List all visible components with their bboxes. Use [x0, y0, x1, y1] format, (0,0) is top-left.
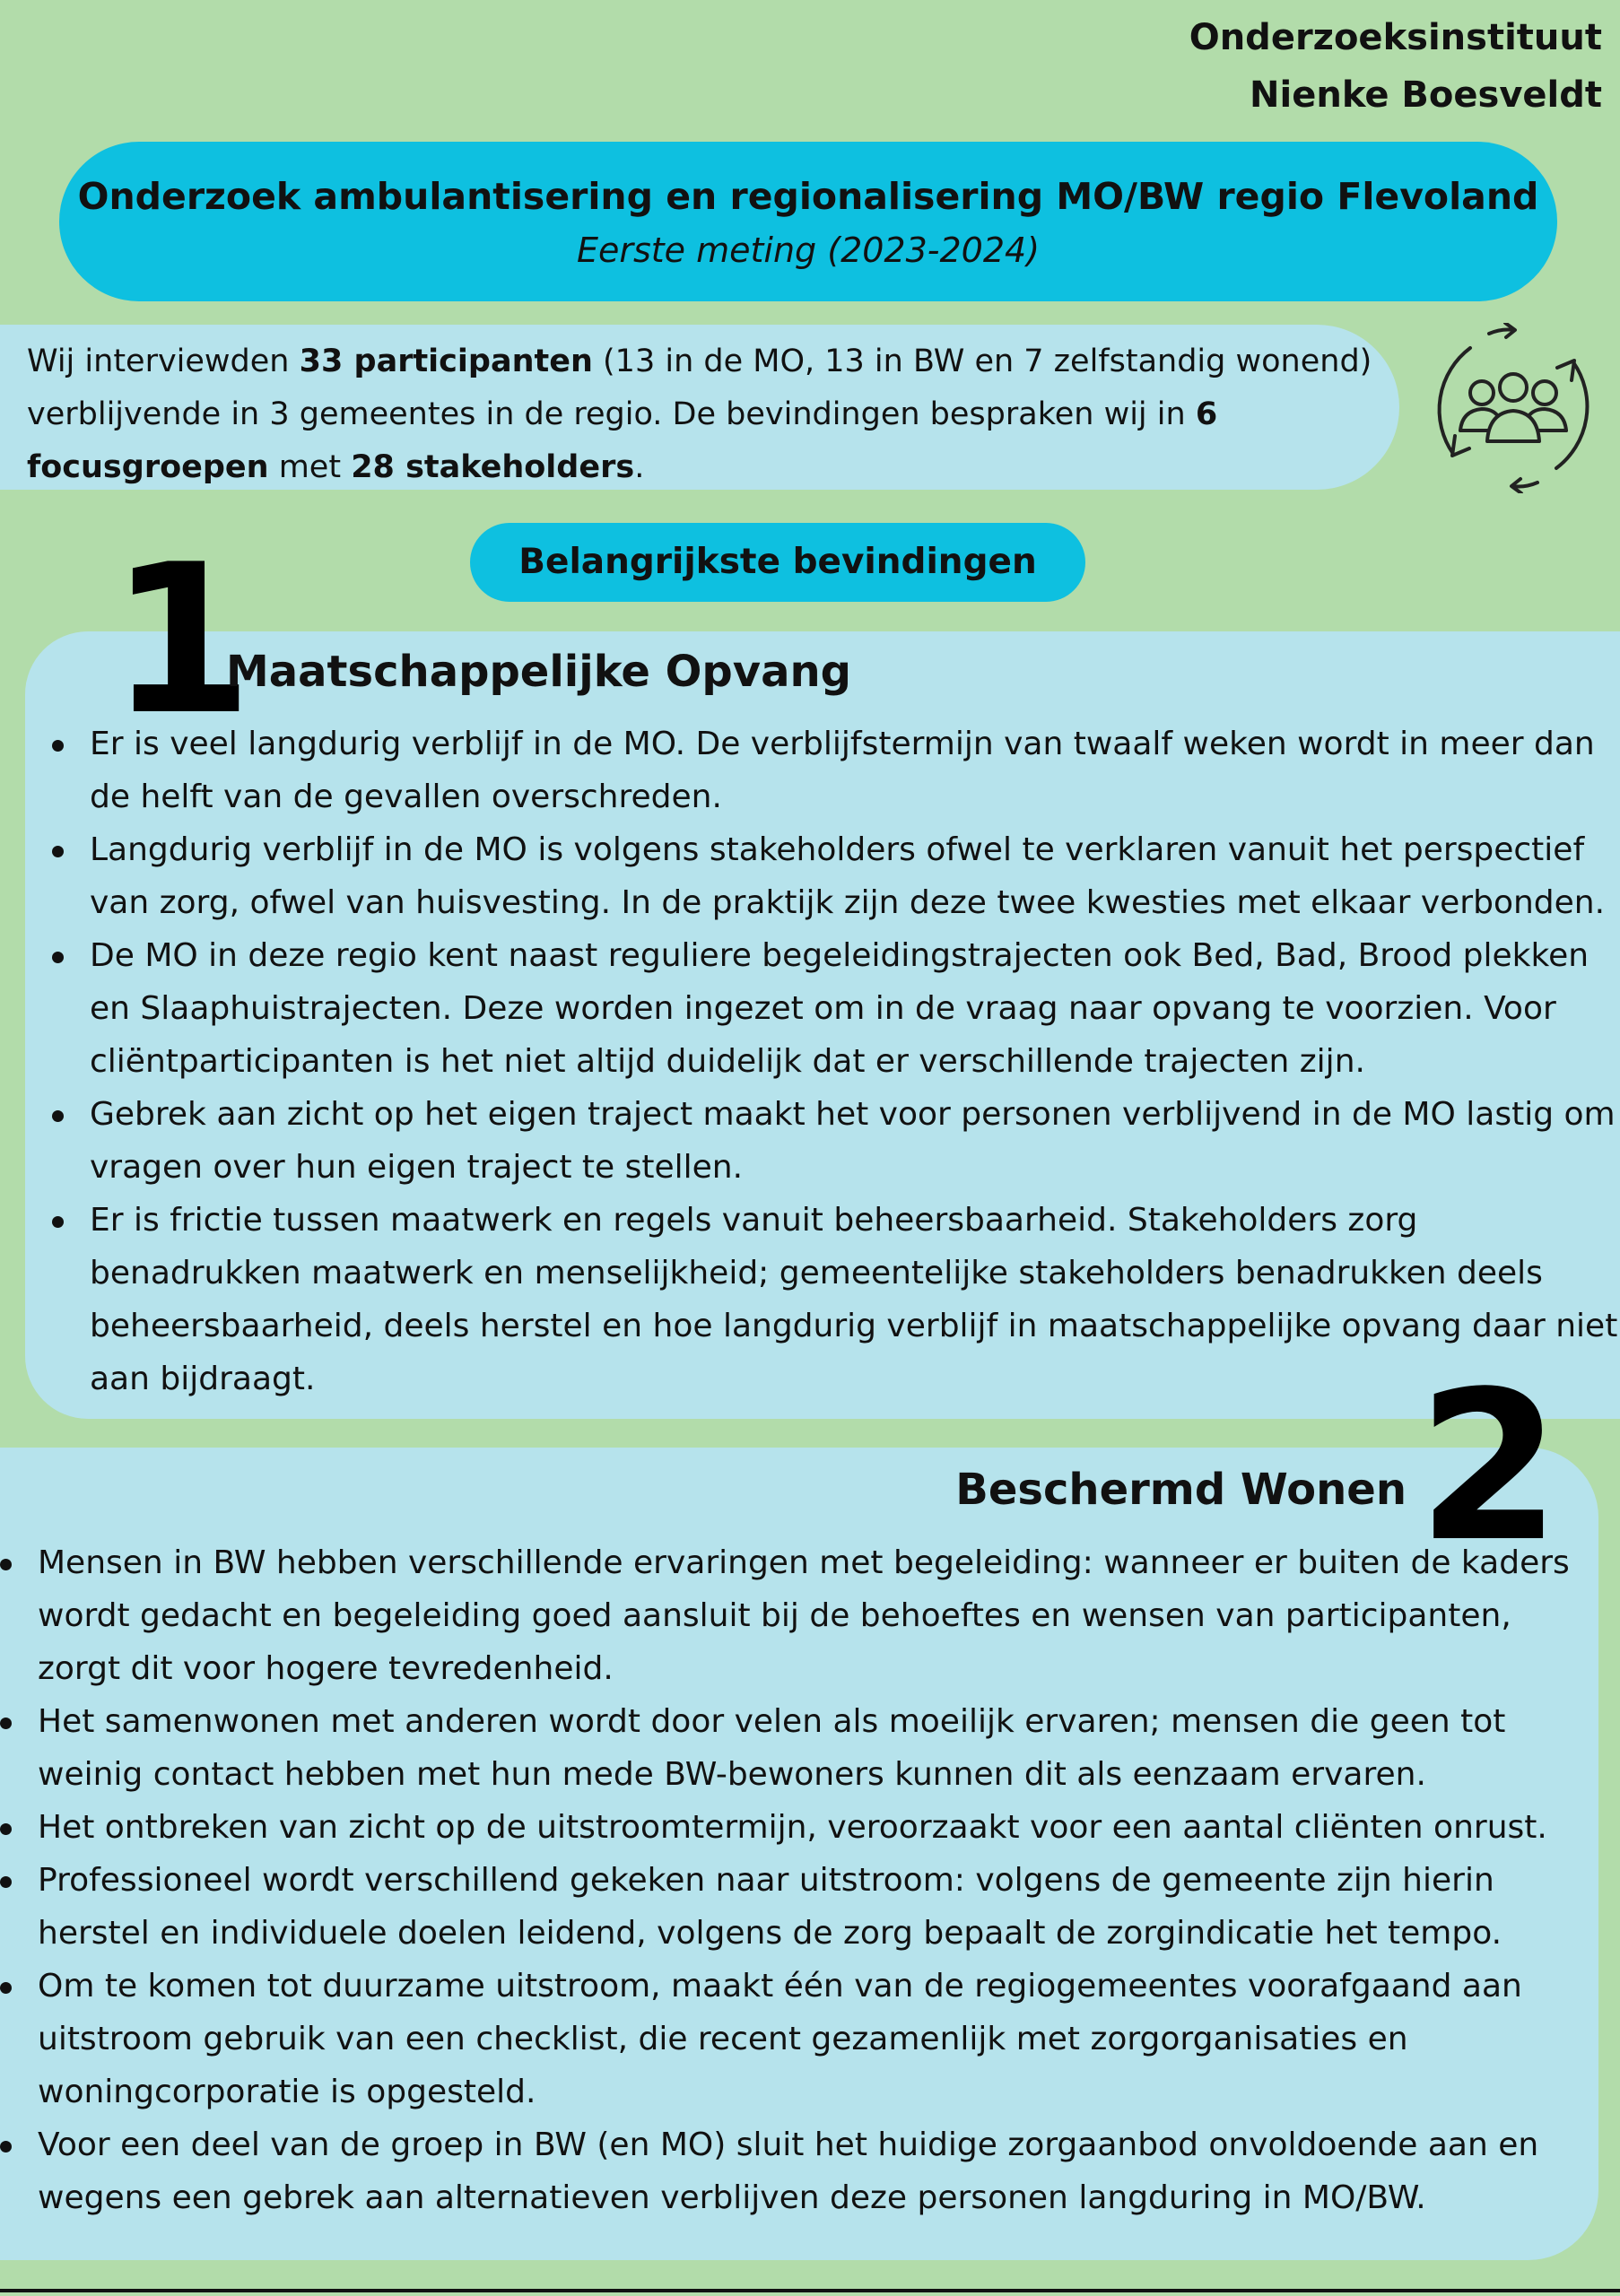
list-item: Professioneel wordt verschillend gekeken naar uitstroom: volgens de gemeente zijn hierin herstel en individuele doelen leidend, volgens de zorg bepaalt de zorgindicatie het tempo.	[0, 1854, 1588, 1960]
page-title: Onderzoek ambulantisering en regionalisering MO/BW regio Flevoland	[77, 175, 1539, 218]
section-2-heading: Beschermd Wonen	[955, 1465, 1407, 1515]
intro-text-1: Wij interviewden	[27, 344, 300, 379]
bottom-divider	[0, 2289, 1620, 2292]
institute-line-2: Nienke Boesveldt	[1250, 74, 1602, 116]
list-item: Er is veel langdurig verblijf in de MO. De verblijfstermijn van twaalf weken wordt in meer dan de helft van de gevallen overschreden.	[25, 718, 1620, 823]
list-item: Om te komen tot duurzame uitstroom, maakt één van de regiogemeentes voorafgaand aan uitstroom gebruik van een checklist, die recent gezamenlijk met zorgorganisaties en woningcorporatie is opgesteld.	[0, 1960, 1588, 2118]
section-1-number: 1	[109, 521, 254, 761]
institute-line-1: Onderzoeksinstituut	[1189, 17, 1602, 58]
key-findings-label: Belangrijkste bevindingen	[470, 523, 1085, 602]
list-item: Gebrek aan zicht op het eigen traject maakt het voor personen verblijvend in de MO lastig om vragen over hun eigen traject te stellen.	[25, 1088, 1620, 1194]
list-item: Langdurig verblijf in de MO is volgens stakeholders ofwel te verklaren vanuit het perspectief van zorg, ofwel van huisvesting. In de praktijk zijn deze twee kwesties met elkaar verbonden.	[25, 823, 1620, 929]
intro-bold-stakeholders: 28 stakeholders	[351, 449, 635, 485]
list-item: Het ontbreken van zicht op de uitstroomtermijn, veroorzaakt voor een aantal cliënten onrust.	[0, 1801, 1588, 1854]
intro-text-4: .	[634, 449, 645, 485]
section-2-list	[0, 1536, 1588, 2224]
institute-name	[1189, 9, 1602, 124]
list-item: De MO in deze regio kent naast reguliere begeleidingstrajecten ook Bed, Bad, Brood plekken en Slaaphuistrajecten. Deze worden ingezet om in de vraag naar opvang te voorzien. Voor cliëntparticipanten is het niet altijd duidelijk dat er verschillende trajecten zijn.	[25, 929, 1620, 1088]
section-2-number: 2	[1417, 1348, 1562, 1587]
page-subtitle: Eerste meting (2023-2024)	[576, 230, 1041, 270]
people-group-icon	[1428, 323, 1598, 493]
intro-paragraph	[0, 325, 1399, 490]
list-item: Er is frictie tussen maatwerk en regels vanuit beheersbaarheid. Stakeholders zorg benadrukken maatwerk en menselijkheid; gemeentelijke stakeholders benadrukken deels beheersbaarheid, deels herstel en hoe langdurig verblijf in maatschappelijke opvang daar niet aan bijdraagt.	[25, 1194, 1620, 1405]
intro-bold-participants: 33 participanten	[299, 344, 593, 379]
intro-text-2: (13 in de MO, 13 in BW en 7 zelfstandig wonend) verblijvende in 3 gemeentes in de regio. De bevindingen bespraken wij in	[27, 344, 1372, 432]
intro-text-3: met	[268, 449, 352, 485]
title-banner	[59, 142, 1557, 301]
list-item: Voor een deel van de groep in BW (en MO) sluit het huidige zorgaanbod onvoldoende aan en wegens een gebrek aan alternatieven verblijven deze personen langduring in MO/BW.	[0, 2118, 1588, 2224]
section-1-heading: Maatschappelijke Opvang	[226, 647, 851, 697]
list-item: Het samenwonen met anderen wordt door velen als moeilijk ervaren; mensen die geen tot weinig contact hebben met hun mede BW-bewoners kunnen dit als eenzaam ervaren.	[0, 1695, 1588, 1801]
section-1-list	[25, 718, 1620, 1405]
list-item: Mensen in BW hebben verschillende ervaringen met begeleiding: wanneer er buiten de kaders wordt gedacht en begeleiding goed aansluit bij de behoeftes en wensen van participanten, zorgt dit voor hogere tevredenheid.	[0, 1536, 1588, 1695]
intro-bold-focusgroups: 6 focusgroepen	[27, 396, 1218, 485]
